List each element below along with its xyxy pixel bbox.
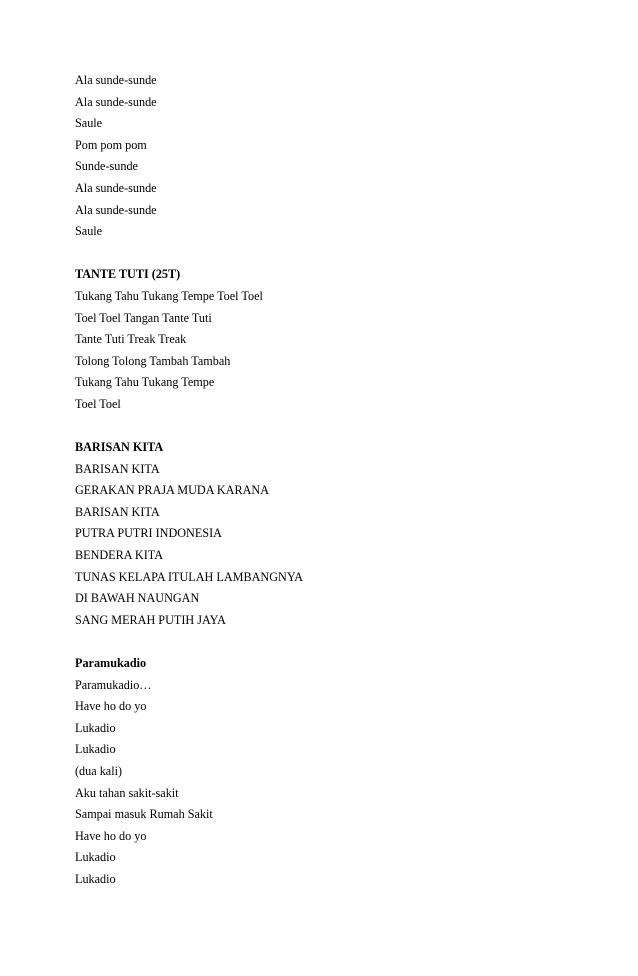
song-title: TANTE TUTI (25T): [75, 267, 181, 282]
lyric-line: Have ho do yo: [75, 699, 147, 714]
lyric-line: Ala sunde-sunde: [75, 202, 157, 217]
lyric-line: Lukadio: [75, 850, 116, 865]
lyric-line: Have ho do yo: [75, 828, 147, 843]
document-page: [75, 70, 575, 891]
song-section: [75, 264, 575, 415]
lyric-line: Tukang Tahu Tukang Tempe Toel Toel: [75, 288, 263, 303]
lyric-line: Ala sunde-sunde: [75, 94, 157, 109]
lyric-line: Tolong Tolong Tambah Tambah: [75, 353, 231, 368]
lyric-line: PUTRA PUTRI INDONESIA: [75, 526, 222, 541]
song-section: [75, 653, 575, 891]
section-gap: [75, 243, 575, 265]
lyric-line: Toel Toel: [75, 396, 121, 411]
lyric-line: Ala sunde-sunde: [75, 73, 157, 87]
lyric-line: Tukang Tahu Tukang Tempe: [75, 375, 215, 390]
section-gap: [75, 416, 575, 438]
lyric-line: Paramukadio…: [75, 677, 152, 692]
lyric-line: DI BAWAH NAUNGAN: [75, 591, 200, 606]
lyric-line: TUNAS KELAPA ITULAH LAMBANGNYA: [75, 569, 304, 584]
lyric-line: Pom pom pom: [75, 137, 147, 152]
lyric-line: Tante Tuti Treak Treak: [75, 332, 187, 347]
lyric-line: Sampai masuk Rumah Sakit: [75, 807, 213, 822]
song-section: [75, 437, 575, 631]
lyric-line: Lukadio: [75, 720, 116, 735]
song-title: Paramukadio: [75, 656, 147, 671]
lyric-line: Ala sunde-sunde: [75, 180, 157, 195]
lyric-line: BARISAN KITA: [75, 504, 160, 519]
song-title: BARISAN KITA: [75, 440, 164, 455]
lyric-line: Aku tahan sakit-sakit: [75, 785, 179, 800]
lyric-line: Lukadio: [75, 871, 116, 886]
lyric-line: Lukadio: [75, 742, 116, 757]
lyric-line: BARISAN KITA: [75, 461, 160, 476]
lyric-line: Saule: [75, 224, 103, 239]
lyric-line: Saule: [75, 116, 103, 131]
lyric-line: BENDERA KITA: [75, 548, 164, 563]
song-section: [75, 70, 575, 243]
section-gap: [75, 631, 575, 653]
lyric-line: GERAKAN PRAJA MUDA KARANA: [75, 483, 270, 498]
lyric-line: Sunde-sunde: [75, 159, 138, 174]
lyric-line: (dua kali): [75, 764, 123, 778]
lyric-line: SANG MERAH PUTIH JAYA: [75, 612, 226, 627]
lyric-line: Toel Toel Tangan Tante Tuti: [75, 310, 212, 325]
